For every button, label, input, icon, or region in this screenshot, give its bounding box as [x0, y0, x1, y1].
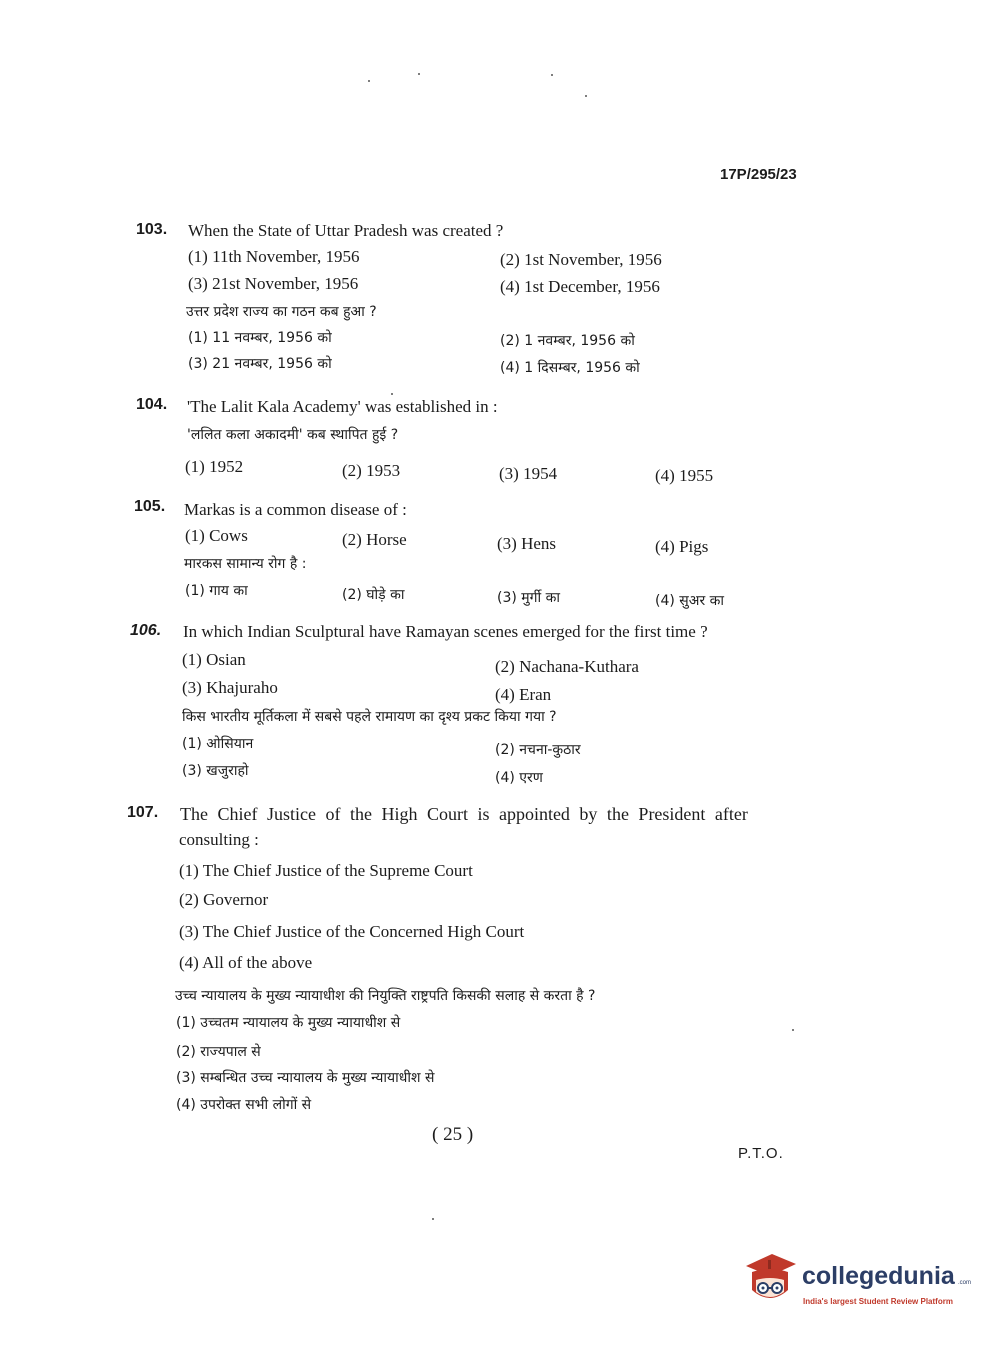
option-hi: (3) सम्बन्धित उच्च न्यायालय के मुख्य न्यायाधीश से [176, 1070, 435, 1086]
option-en: (4) 1st December, 1956 [500, 277, 660, 296]
scan-speck [585, 95, 587, 97]
option-en: (2) Nachana-Kuthara [495, 657, 639, 676]
page-number: ( 25 ) [432, 1124, 474, 1145]
option-en: (1) The Chief Justice of the Supreme Court [179, 861, 473, 880]
pto-label: P.T.O. [738, 1145, 784, 1162]
question-text-hi: उच्च न्यायालय के मुख्य न्यायाधीश की नियुक्ति राष्ट्रपति किसकी सलाह से करता है ? [175, 988, 596, 1004]
option-hi: (2) घोड़े का [342, 587, 405, 603]
logo-tagline: India's largest Student Review Platform [803, 1297, 953, 1306]
question-number: 103. [136, 221, 168, 238]
scan-speck [418, 73, 420, 75]
question-text-en: When the State of Uttar Pradesh was created ? [188, 221, 504, 240]
option: (1) 1952 [185, 457, 244, 476]
option-hi: (1) 11 नवम्बर, 1956 को [188, 330, 332, 346]
option-en: (3) Hens [497, 534, 557, 553]
option-hi: (2) राज्यपाल से [176, 1044, 261, 1060]
option-hi: (3) खजुराहो [182, 763, 249, 779]
option-en: (3) Khajuraho [182, 678, 278, 697]
option-en: (3) 21st November, 1956 [188, 274, 359, 293]
question-text-hi: मारकस सामान्य रोग है : [184, 556, 307, 572]
scan-speck [368, 80, 370, 82]
option-hi: (4) सुअर का [655, 593, 724, 609]
option-en: (4) Eran [495, 685, 552, 704]
logo-domain: .com [958, 1280, 972, 1286]
option-hi: (4) उपरोक्त सभी लोगों से [176, 1097, 312, 1113]
question-number: 105. [134, 498, 166, 515]
question-number: 104. [136, 396, 168, 413]
option-en: (3) The Chief Justice of the Concerned High Court [179, 922, 525, 941]
option-hi: (3) 21 नवम्बर, 1956 को [188, 356, 332, 372]
option-hi: (1) गाय का [185, 583, 248, 599]
question-text-en: The Chief Justice of the High Court is appointed by the President after [180, 804, 748, 824]
scan-speck [391, 393, 393, 395]
option-hi: (1) उच्चतम न्यायालय के मुख्य न्यायाधीश से [176, 1015, 401, 1031]
question-text-hi: 'ललित कला अकादमी' कब स्थापित हुई ? [187, 427, 399, 443]
question-text-hi: किस भारतीय मूर्तिकला में सबसे पहले रामायण का दृश्य प्रकट किया गया ? [182, 709, 557, 725]
paper-code: 17P/295/23 [720, 166, 797, 183]
option-hi: (2) 1 नवम्बर, 1956 को [500, 333, 635, 349]
option-en: (1) 11th November, 1956 [188, 247, 360, 266]
option: (2) 1953 [342, 461, 401, 480]
option: (3) 1954 [499, 464, 558, 483]
option-en: (4) All of the above [179, 953, 313, 972]
option-en: (2) Horse [342, 530, 407, 549]
option-en: (2) 1st November, 1956 [500, 250, 662, 269]
option-en: (2) Governor [179, 890, 269, 909]
logo-wordmark: collegedunia [802, 1262, 955, 1290]
question-text-en: 'The Lalit Kala Academy' was established in : [187, 397, 498, 416]
option-hi: (2) नचना-कुठार [495, 742, 581, 758]
option-hi: (3) मुर्गी का [497, 590, 560, 606]
option-hi: (1) ओसियान [182, 736, 254, 752]
option-en: (1) Cows [185, 526, 248, 545]
question-number: 107. [127, 804, 159, 821]
scan-speck [551, 74, 553, 76]
question-text-en-continued: consulting : [179, 830, 259, 849]
question-text-en: Markas is a common disease of : [184, 500, 407, 519]
option-hi: (4) 1 दिसम्बर, 1956 को [500, 360, 640, 376]
mascot-icon [742, 1250, 798, 1308]
option-en: (4) Pigs [655, 537, 709, 556]
question-text-hi: उत्तर प्रदेश राज्य का गठन कब हुआ ? [186, 304, 377, 320]
question-number: 106. [130, 622, 162, 639]
option: (4) 1955 [655, 466, 714, 485]
option-hi: (4) एरण [495, 770, 543, 786]
option-en: (1) Osian [182, 650, 246, 669]
scan-speck [792, 1029, 794, 1031]
scan-speck [432, 1218, 434, 1220]
question-text-en: In which Indian Sculptural have Ramayan scenes emerged for the first time ? [183, 622, 708, 641]
